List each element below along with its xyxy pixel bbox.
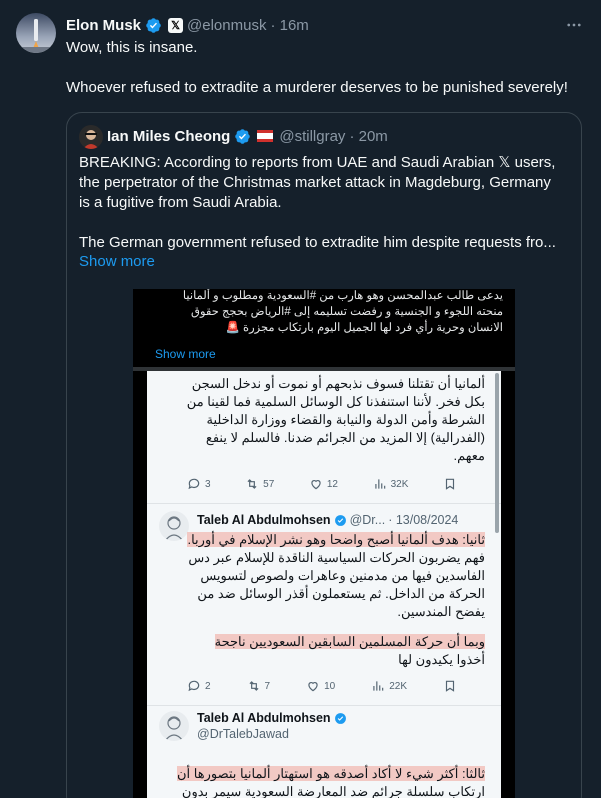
arabic-text-line: فهم يضربون الحركات السياسية الناقدة للإسلام عبر دس <box>188 550 485 565</box>
arabic-text-line: ثالثا: أكثر شيء لا أكاد أصدقه هو استهتار ألمانيا بتصورها أن <box>176 766 485 781</box>
verified-badge-icon <box>334 514 347 527</box>
tweet2-author: Taleb Al Abdulmohsen <box>197 513 331 527</box>
bookmark-icon <box>443 679 457 693</box>
heart-icon <box>306 679 320 693</box>
arabic-text-line: ألمانيا أن تقتلنا فسوف نذبحهم أو نموت أو ندخل السجن <box>191 376 485 391</box>
arabic-text-line: منحته اللجوء و الجنسية و رفضت تسليمه إلى #الرياض بحجج حقوق <box>191 306 503 318</box>
arabic-text-line: يفضح المندسين. <box>397 604 485 619</box>
ian-miles-cheong-avatar[interactable] <box>79 125 103 149</box>
quoted-post-time[interactable]: · 20m <box>349 127 388 145</box>
arabic-text-line: الفاسدين فيها من مدمنين وعاهرات ولصوص لتسويس <box>200 568 485 583</box>
author-handle[interactable]: @elonmusk <box>187 16 267 34</box>
quoted-author-handle[interactable]: @stillgray <box>279 127 346 145</box>
arabic-text-line: (الفدرالية) إلا المزيد من الجرائم ضدنا. فالسلم لا ينفع <box>205 430 485 445</box>
like-count: 10 <box>306 679 335 693</box>
post-time[interactable]: · 16m <box>270 16 309 34</box>
quoted-text-line: The German government refused to extradite him despite requests fro... <box>79 234 556 251</box>
reply-icon <box>187 679 201 693</box>
attached-image[interactable] <box>133 289 515 798</box>
verified-badge-icon <box>145 17 162 34</box>
verified-badge-icon <box>234 128 251 145</box>
reply-count: 3 <box>187 477 211 491</box>
verified-badge-icon <box>334 712 347 725</box>
divider <box>147 503 501 504</box>
arabic-text-line: الحركة من الداخل. ثم يستعملون أقذر الوسائل ضد من <box>197 586 485 601</box>
tweet2-date: · 13/08/2024 <box>388 513 459 527</box>
tweet2-handle: @Dr... <box>349 513 386 527</box>
repost-icon <box>247 679 261 693</box>
more-options-icon[interactable] <box>562 14 586 36</box>
flag-badge-icon <box>257 130 273 142</box>
heart-icon <box>309 477 323 491</box>
quoted-text-line: the perpetrator of the Christmas market attack in Magdeburg, Germany <box>79 174 551 191</box>
arabic-text-line: يدعى طالب عبدالمحسن وهو هارب من #السعودية ومطلوب و ألمانيا <box>182 290 503 302</box>
reply-icon <box>187 477 201 491</box>
dark-tweet-excerpt <box>133 289 515 367</box>
quoted-post-header <box>107 125 388 147</box>
reply-count: 2 <box>187 679 211 693</box>
tweet3-handle-row <box>197 727 289 741</box>
arabic-text-line: معهم. <box>453 448 485 463</box>
post-text-line: Wow, this is insane. <box>66 39 198 56</box>
quoted-author-name[interactable]: Ian Miles Cheong <box>107 127 231 145</box>
quoted-text-line: is a fugitive from Saudi Arabia. <box>79 194 282 211</box>
views-icon <box>371 679 385 693</box>
image-show-more: Show more <box>155 347 216 361</box>
arabic-text-line: ثانيا: هدف ألمانيا أصبح واضحا وهو نشر الإسلام في أوربا. <box>187 532 485 547</box>
post-header <box>66 14 309 36</box>
tweet3-header <box>197 711 347 725</box>
taleb-avatar-icon <box>159 711 189 741</box>
arabic-text-line: أخذوا يكيدون لها <box>398 652 485 667</box>
elon-musk-avatar[interactable] <box>16 13 56 53</box>
x-affiliate-badge-icon: 𝕏 <box>168 18 183 33</box>
author-name[interactable]: Elon Musk <box>66 16 142 34</box>
arabic-text-line: بكل فخر. لأننا استنفذنا كل الوسائل السلمية فما لقينا من <box>186 394 485 409</box>
tweet3-author: Taleb Al Abdulmohsen <box>197 711 331 725</box>
tweet3-handle: @DrTalebJawad <box>197 727 289 741</box>
bookmark-icon <box>443 477 457 491</box>
view-count: 32K <box>373 477 409 491</box>
like-count: 12 <box>309 477 338 491</box>
arabic-text-line: وبما أن حركة المسلمين السابقين السعوديين ناجحة <box>214 634 485 649</box>
quoted-text-line: BREAKING: According to reports from UAE and Saudi Arabian 𝕏 users, <box>79 154 556 171</box>
repost-icon <box>245 477 259 491</box>
image-scrollbar <box>495 373 499 533</box>
views-icon <box>373 477 387 491</box>
show-more-link[interactable]: Show more <box>79 253 155 270</box>
arabic-text-line: الانسان وحرية رأي فرد لها الجميل اليوم بارتكاب مجزرة 🚨 <box>225 322 503 334</box>
view-count: 22K <box>371 679 407 693</box>
divider <box>147 705 501 706</box>
tweet2-header <box>197 513 458 527</box>
tweet1-actions <box>187 475 457 493</box>
tweet2-actions <box>187 677 457 695</box>
post-text-line: Whoever refused to extradite a murderer deserves to be punished severely! <box>66 79 568 96</box>
quoted-post[interactable] <box>66 112 582 798</box>
arabic-text-line: ارتكاب سلسلة جرائم ضد المعارضة السعودية سيمر بدون <box>181 784 485 798</box>
arabic-text-line: الشرطة وأمن الدولة والنيابة والقضاء ووزارة الداخلية <box>206 412 485 427</box>
repost-count: 57 <box>245 477 274 491</box>
light-tweets-panel <box>147 371 501 798</box>
repost-count: 7 <box>247 679 271 693</box>
